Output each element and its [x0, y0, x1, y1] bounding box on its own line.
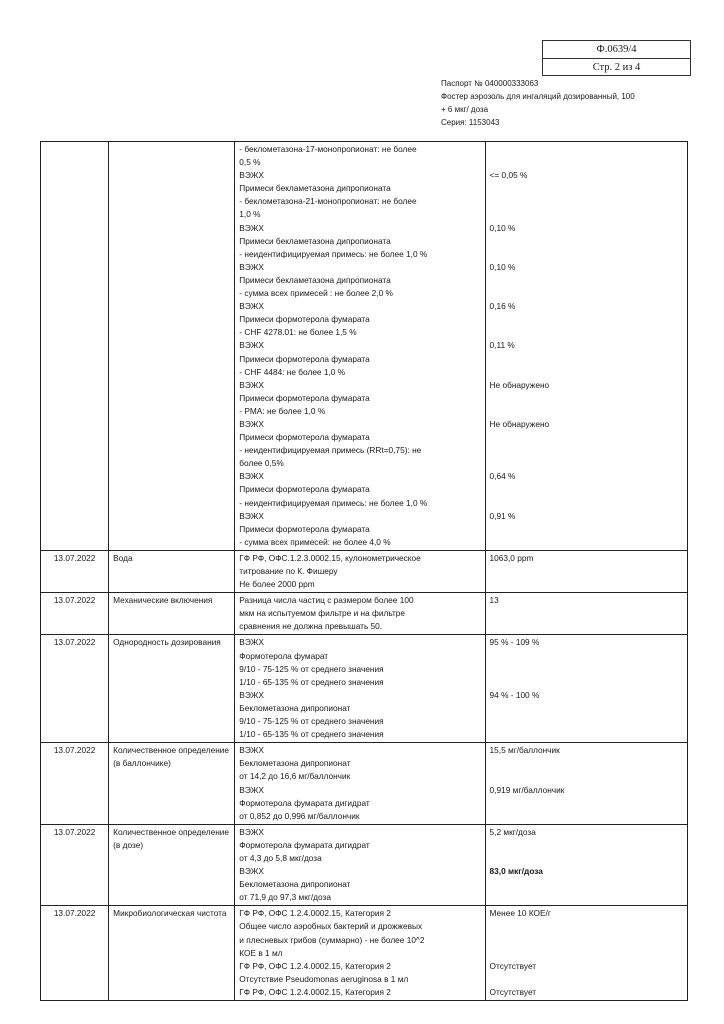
result-line [490, 274, 683, 287]
test-result [485, 635, 687, 743]
spec-line: от 4,3 до 5,8 мкг/доза [239, 852, 322, 863]
test-result [485, 142, 687, 551]
result-line [490, 810, 683, 823]
spec-line: Отсутствие Pseudomonas aeruginosa в 1 мл [239, 973, 409, 984]
result-line [490, 973, 683, 986]
result-line [490, 497, 683, 510]
spec-line: от 71,9 до 97,3 мкг/доза [239, 892, 331, 903]
spec-line: ВЭЖХ [239, 222, 264, 233]
spec-line: от 14,2 до 16,6 мг/баллончик [239, 771, 351, 782]
spec-line: ВЭЖХ [239, 866, 264, 877]
test-name: Микробиологическая чистота [109, 906, 235, 1001]
result-line: 1063,0 ppm [489, 552, 534, 563]
spec-line: - сумма всех примесей: не более 4,0 % [239, 536, 391, 547]
result-line [490, 620, 683, 633]
result-line [490, 248, 683, 261]
result-line [490, 839, 683, 852]
result-line: 0,919 мг/баллончик [489, 784, 565, 795]
form-code: Ф.0639/4 [596, 44, 637, 55]
test-date: 13.07.2022 [41, 550, 109, 592]
spec-line: ВЭЖХ [239, 637, 264, 648]
result-line [490, 405, 683, 418]
spec-line: - беклометазона-21-монопропионат: не более [239, 196, 417, 207]
table-row [41, 824, 688, 906]
spec-line: ВЭЖХ [239, 170, 264, 181]
test-specification [235, 824, 485, 906]
test-name: Механические включения [109, 593, 235, 635]
test-result [485, 906, 687, 1001]
spec-line: ГФ РФ, ОФС.1.2.3.0002.15, кулонометрическое [239, 552, 421, 563]
result-line [490, 607, 683, 620]
spec-line: 9/10 - 75-125 % от среднего значения [239, 716, 384, 727]
spec-line: от 0,852 до 0,996 мг/баллончик [239, 810, 360, 821]
test-result [485, 824, 687, 906]
page-number: Стр. 2 из 4 [543, 58, 690, 76]
passport-number: Паспорт № 040000333063 [441, 79, 539, 88]
result-line: 15,5 мг/баллончик [489, 745, 560, 756]
result-line: 0,10 % [489, 261, 516, 272]
spec-line: Формотерола фумарата дигидрат [239, 797, 370, 808]
test-specification [235, 906, 485, 1001]
test-specification [235, 635, 485, 743]
result-line [490, 728, 683, 741]
test-name: Однородность дозирования [109, 635, 235, 743]
test-name: Вода [109, 550, 235, 592]
spec-line: ВЭЖХ [239, 784, 264, 795]
spec-line: Разница числа частиц с размером более 100 [239, 595, 414, 606]
table-row [41, 142, 688, 551]
product-dose: + 6 мкг/ доза [441, 105, 489, 114]
result-line [490, 156, 683, 169]
result-line [490, 934, 683, 947]
spec-line: сравнения не должна превышать 50. [239, 621, 383, 632]
result-line: Не обнаружено [489, 379, 550, 390]
result-line [490, 235, 683, 248]
spec-line: 1,0 % [239, 209, 261, 220]
spec-line: - CHF 4278.01: не более 1,5 % [239, 327, 357, 338]
spec-line: титрование по К. Фишеру [239, 566, 338, 576]
spec-line: ВЭЖХ [239, 418, 264, 429]
spec-line: Формотерола фумарата дигидрат [239, 839, 370, 850]
result-line [490, 852, 683, 865]
result-line [490, 770, 683, 783]
spec-line: Общее число аэробных бактерий и дрожжевых [239, 921, 423, 932]
result-line: 95 % - 109 % [489, 637, 540, 648]
spec-line: ВЭЖХ [239, 745, 264, 756]
result-line: 13 [489, 595, 499, 606]
result-line [490, 676, 683, 689]
result-line: Отсутствует [489, 960, 537, 971]
result-line: 0,11 % [489, 340, 515, 351]
spec-line: - неидентифицируемая примесь: не более 1,0 % [239, 248, 428, 259]
test-date: 13.07.2022 [41, 824, 109, 906]
result-line [490, 565, 683, 578]
spec-line: ГФ РФ, ОФС 1.2.4.0002.15, Категория 2 [239, 960, 391, 971]
spec-line: более 0,5% [239, 458, 284, 469]
spec-line: Примеси бекламетазона дипропионата [239, 235, 391, 246]
spec-line: Примеси бекламетазона дипропионата [239, 183, 391, 194]
spec-line: мкм на испытуемом фильтре и на фильтре [239, 608, 406, 619]
spec-line: 9/10 - 75-125 % от среднего значения [239, 663, 384, 674]
result-line [490, 353, 683, 366]
result-line [490, 431, 683, 444]
spec-line: ВЭЖХ [239, 510, 264, 521]
spec-line: - беклометазона-17-монопропионат: не более [239, 144, 417, 154]
test-results-table [40, 141, 688, 1001]
spec-line: ГФ РФ, ОФС 1.2.4.0002.15, Категория 2 [239, 908, 391, 919]
spec-line: ВЭЖХ [239, 689, 264, 700]
test-specification [235, 593, 485, 635]
result-line [490, 536, 683, 549]
test-specification [235, 743, 485, 825]
result-line [490, 578, 683, 591]
spec-line: ВЭЖХ [239, 261, 264, 272]
result-line [490, 326, 683, 339]
spec-line: 0,5 % [239, 157, 261, 168]
product-name: Фостер аэрозоль для ингаляций дозированный, 100 [441, 92, 635, 101]
result-line [490, 195, 683, 208]
result-line: 94 % - 100 % [489, 689, 540, 700]
table-row [41, 743, 688, 825]
passport-header [441, 77, 691, 129]
result-line [490, 208, 683, 221]
test-specification [235, 142, 485, 551]
result-line [490, 366, 683, 379]
result-line [490, 947, 683, 960]
test-name [109, 142, 235, 551]
spec-line: - неидентифицируемая примесь: не более 1,0 % [239, 497, 428, 508]
result-line [490, 663, 683, 676]
result-line: 0,64 % [489, 471, 516, 482]
result-line: <= 0,05 % [489, 170, 528, 181]
table-row [41, 550, 688, 592]
result-line [490, 392, 683, 405]
result-line [490, 523, 683, 536]
spec-line: ВЭЖХ [239, 301, 264, 312]
test-date: 13.07.2022 [41, 906, 109, 1001]
result-line [490, 715, 683, 728]
spec-line: Примеси формотерола фумарата [239, 314, 370, 325]
test-date: 13.07.2022 [41, 635, 109, 743]
test-name: Количественное определение (в баллончике) [109, 743, 235, 825]
spec-line: Примеси формотерола фумарата [239, 484, 370, 495]
spec-line: Примеси формотерола фумарата [239, 432, 370, 443]
spec-line: Формотерола фумарат [239, 650, 329, 661]
spec-line: Беклометазона дипропионат [239, 758, 351, 769]
spec-line: ВЭЖХ [239, 826, 264, 837]
spec-line: 1/10 - 65-135 % от среднего значения [239, 729, 384, 740]
test-result [485, 550, 687, 592]
test-name: Количественное определение (в дозе) [109, 824, 235, 906]
test-result [485, 593, 687, 635]
spec-line: - неидентифицируемая примесь (RRt=0,75): не [239, 445, 422, 456]
result-line [490, 143, 683, 156]
spec-line: Примеси бекламетазона дипропионата [239, 274, 391, 285]
result-line [490, 457, 683, 470]
spec-line: Беклометазона дипропионат [239, 702, 351, 713]
table-row [41, 635, 688, 743]
table-row [41, 593, 688, 635]
result-line [490, 483, 683, 496]
spec-line: и плесневых грибов (суммарно) - не более 10^2 [239, 934, 425, 945]
result-line [490, 757, 683, 770]
spec-line: - сумма всех примесей : не более 2,0 % [239, 288, 393, 299]
result-line: 0,16 % [489, 301, 516, 312]
result-line: 0,91 % [489, 510, 516, 521]
result-line [490, 878, 683, 891]
result-line [490, 287, 683, 300]
result-line: Не обнаружено [489, 418, 550, 429]
test-result [485, 743, 687, 825]
test-specification [235, 550, 485, 592]
test-date: 13.07.2022 [41, 593, 109, 635]
table-row [41, 906, 688, 1001]
test-date: 13.07.2022 [41, 743, 109, 825]
test-date [41, 142, 109, 551]
result-line [490, 920, 683, 933]
spec-line: Примеси формотерола фумарата [239, 353, 370, 364]
spec-line: ВЭЖХ [239, 471, 264, 482]
result-line [490, 797, 683, 810]
spec-line: Примеси формотерола фумарата [239, 392, 370, 403]
result-line [490, 182, 683, 195]
spec-line: 1/10 - 65-135 % от среднего значения [239, 676, 384, 687]
result-line [490, 313, 683, 326]
result-line [490, 891, 683, 904]
spec-line: ГФ РФ, ОФС 1.2.4.0002.15, Категория 2 [239, 986, 391, 997]
result-line [490, 650, 683, 663]
result-line: 0,10 % [489, 222, 516, 233]
spec-line: КОЕ в 1 мл [239, 947, 283, 958]
result-line: Менее 10 КОЕ/г [489, 908, 551, 919]
batch-number: Серия: 1153043 [441, 118, 500, 127]
spec-line: Беклометазона дипропионат [239, 879, 351, 890]
result-line [490, 702, 683, 715]
result-line: Отсутствует [489, 986, 537, 997]
spec-line: - PMA: не более 1,0 % [239, 405, 326, 416]
result-line: 5,2 мкг/доза [489, 826, 536, 837]
spec-line: Примеси формотерола фумарата [239, 523, 370, 534]
spec-line: - CHF 4484: не более 1,0 % [239, 366, 346, 377]
spec-line: Не более 2000 ppm [239, 579, 315, 590]
spec-line: ВЭЖХ [239, 379, 264, 390]
result-line [490, 444, 683, 457]
form-code-box [542, 40, 691, 76]
spec-line: ВЭЖХ [239, 340, 264, 351]
result-line: 83,0 мкг/доза [489, 866, 543, 877]
